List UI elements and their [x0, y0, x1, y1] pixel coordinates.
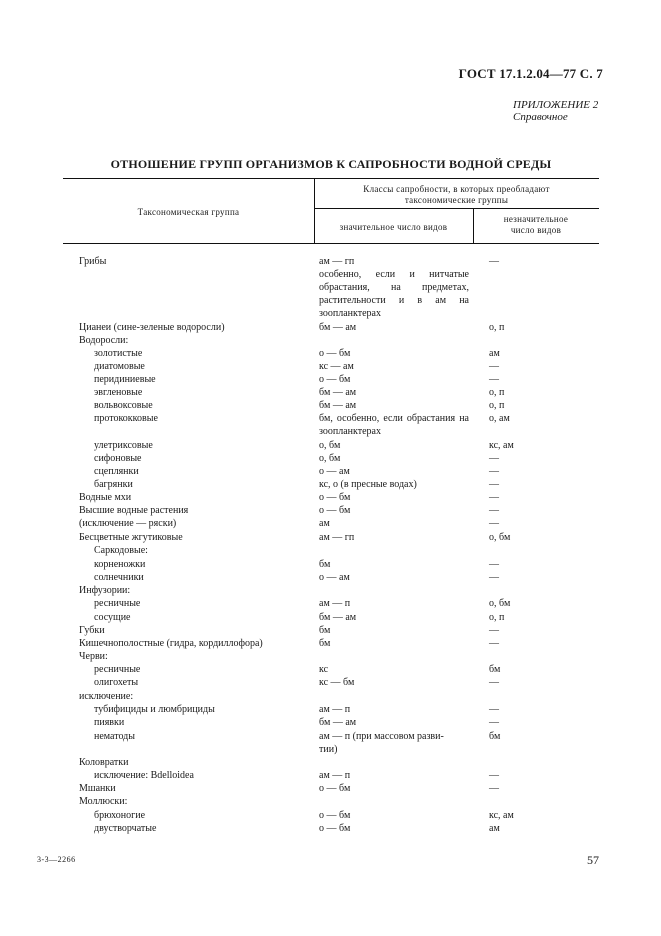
- insignificant-classes-cell: —: [489, 453, 499, 464]
- significant-classes-cell: о — бм: [319, 823, 351, 834]
- taxonomic-group-cell: Черви:: [79, 651, 108, 662]
- insignificant-classes-cell: бм: [489, 731, 501, 742]
- insignificant-classes-cell: —: [489, 770, 499, 781]
- insignificant-classes-cell: о, бм: [489, 532, 511, 543]
- significant-classes-cell: бм — ам: [319, 387, 357, 398]
- page-title: ОТНОШЕНИЕ ГРУПП ОРГАНИЗМОВ К САПРОБНОСТИ ВОДНОЙ СРЕДЫ: [110, 157, 552, 171]
- insignificant-classes-cell: —: [489, 625, 499, 636]
- insignificant-classes-cell: бм: [489, 664, 501, 675]
- insignificant-classes-cell: —: [489, 704, 499, 715]
- insignificant-classes-cell: о, п: [489, 612, 505, 623]
- taxonomic-group-cell: сифоновые: [94, 453, 142, 464]
- significant-classes-cell: о — бм: [319, 492, 351, 503]
- taxonomic-group-cell: Высшие водные растения: [79, 505, 189, 516]
- table-header: [63, 178, 599, 244]
- insignificant-classes-cell: —: [489, 677, 499, 688]
- taxonomic-group-cell: Коловратки: [79, 757, 129, 768]
- insignificant-classes-cell: ам: [489, 348, 500, 359]
- taxonomic-group-cell: двустворчатые: [94, 823, 157, 834]
- insignificant-classes-cell: о, п: [489, 400, 505, 411]
- significant-classes-cell: бм — ам: [319, 612, 357, 623]
- taxonomic-group-cell: Бесцветные жгутиковые: [79, 532, 183, 543]
- insignificant-classes-cell: —: [489, 572, 499, 583]
- significant-classes-cell: о — бм: [319, 348, 351, 359]
- insignificant-classes-cell: —: [489, 466, 499, 477]
- significant-classes-cell: о — бм: [319, 810, 351, 821]
- significant-classes-cell: о — бм: [319, 374, 351, 385]
- taxonomic-group-cell: сосущие: [94, 612, 131, 623]
- insignificant-classes-cell: ам: [489, 823, 500, 834]
- significant-classes-cell: ам — п: [319, 704, 351, 715]
- significant-classes-cell: о — бм: [319, 783, 351, 794]
- column-header-saprobity-classes: Классы сапробности, в которых преобладают таксономические группы: [363, 184, 550, 205]
- page-number: 57: [587, 853, 599, 867]
- insignificant-classes-cell: —: [489, 361, 499, 372]
- taxonomic-group-cell: (исключение — ряски): [79, 518, 177, 529]
- insignificant-classes-cell: —: [489, 717, 499, 728]
- significant-classes-cell: ам — п: [319, 598, 351, 609]
- significant-classes-cell: ам — п (при массовом разви- тии): [319, 731, 444, 755]
- taxonomic-group-cell: олигохеты: [94, 677, 139, 688]
- insignificant-classes-cell: кс, ам: [489, 810, 514, 821]
- significant-classes-cell: бм, особенно, если обрастания на зоопланктерах: [319, 413, 469, 437]
- insignificant-classes-cell: о, п: [489, 387, 505, 398]
- document-code: ГОСТ 17.1.2.04—77 С. 7: [458, 66, 603, 81]
- insignificant-classes-cell: —: [489, 479, 499, 490]
- taxonomic-group-cell: Моллюски:: [79, 796, 128, 807]
- significant-classes-cell: ам — п: [319, 770, 351, 781]
- column-header-insignificant: незначительное число видов: [503, 214, 569, 235]
- insignificant-classes-cell: —: [489, 492, 499, 503]
- significant-classes-cell: ам: [319, 518, 330, 529]
- taxonomic-group-cell: ресничные: [94, 664, 141, 675]
- taxonomic-group-cell: брюхоногие: [94, 810, 146, 821]
- taxonomic-group-cell: протококковые: [94, 413, 158, 424]
- taxonomic-group-cell: Инфузории:: [79, 585, 131, 596]
- significant-classes-cell: кс: [319, 664, 329, 675]
- taxonomic-group-cell: ресничные: [94, 598, 141, 609]
- taxonomic-group-cell: улетриксовые: [94, 440, 153, 451]
- significant-classes-cell: кс, о (в пресные водах): [319, 479, 417, 490]
- significant-classes-cell: бм — ам: [319, 322, 357, 333]
- significant-classes-cell: ам — гп: [319, 532, 355, 543]
- significant-classes-cell: бм — ам: [319, 717, 357, 728]
- taxonomic-group-cell: исключение: Bdelloidea: [94, 770, 194, 781]
- insignificant-classes-cell: —: [489, 374, 499, 385]
- taxonomic-group-cell: Цианеи (сине-зеленые водоросли): [79, 322, 225, 333]
- significant-classes-cell: кс — бм: [319, 677, 355, 688]
- insignificant-classes-cell: —: [489, 559, 499, 570]
- appendix-type: Справочное: [513, 111, 568, 123]
- significant-classes-cell: о — ам: [319, 572, 350, 583]
- appendix-label: ПРИЛОЖЕНИЕ 2: [513, 99, 599, 111]
- column-header-taxonomic-group: Таксономическая группа: [137, 207, 240, 217]
- insignificant-classes-cell: о, ам: [489, 413, 510, 424]
- taxonomic-group-cell: пиявки: [94, 717, 125, 728]
- column-header-significant: значительное число видов: [339, 222, 448, 232]
- significant-classes-cell: бм: [319, 638, 331, 649]
- taxonomic-group-cell: корненожки: [94, 559, 146, 570]
- taxonomic-group-cell: Грибы: [79, 256, 107, 267]
- taxonomic-group-cell: Водоросли:: [79, 335, 129, 346]
- taxonomic-group-cell: исключение:: [79, 691, 134, 702]
- insignificant-classes-cell: —: [489, 505, 499, 516]
- insignificant-classes-cell: —: [489, 518, 499, 529]
- taxonomic-group-cell: перидиниевые: [94, 374, 156, 385]
- significant-classes-cell: о — ам: [319, 466, 350, 477]
- insignificant-classes-cell: о, п: [489, 322, 505, 333]
- taxonomic-group-cell: багрянки: [94, 479, 133, 490]
- taxonomic-group-cell: Саркодовые:: [94, 545, 148, 556]
- taxonomic-group-cell: тубифициды и люмбрициды: [94, 704, 215, 715]
- taxonomic-group-cell: сцеплянки: [94, 466, 139, 477]
- significant-classes-cell: о, бм: [319, 453, 341, 464]
- insignificant-classes-cell: кс, ам: [489, 440, 514, 451]
- taxonomic-group-cell: Губки: [79, 625, 105, 636]
- insignificant-classes-cell: —: [489, 256, 499, 267]
- insignificant-classes-cell: о, бм: [489, 598, 511, 609]
- significant-classes-cell: ам — гп особенно, если и нитчатые обрастания, на предметах, растительности и в ам на зоопланктерах: [319, 256, 469, 319]
- print-code: 3-3—2266: [37, 855, 76, 864]
- header-divider: [314, 208, 599, 209]
- significant-classes-cell: бм — ам: [319, 400, 357, 411]
- taxonomic-group-cell: золотистые: [94, 348, 143, 359]
- taxonomic-group-cell: эвгленовые: [94, 387, 143, 398]
- taxonomic-group-cell: Кишечнополостные (гидра, кордиллофора): [79, 638, 263, 649]
- insignificant-classes-cell: —: [489, 638, 499, 649]
- taxonomic-group-cell: Мшанки: [79, 783, 116, 794]
- taxonomic-group-cell: солнечники: [94, 572, 144, 583]
- significant-classes-cell: кс — ам: [319, 361, 354, 372]
- taxonomic-group-cell: нематоды: [94, 731, 135, 742]
- taxonomic-group-cell: вольвоксовые: [94, 400, 153, 411]
- significant-classes-cell: бм: [319, 625, 331, 636]
- insignificant-classes-cell: —: [489, 783, 499, 794]
- significant-classes-cell: бм: [319, 559, 331, 570]
- significant-classes-cell: о — бм: [319, 505, 351, 516]
- taxonomic-group-cell: диатомовые: [94, 361, 145, 372]
- significant-classes-cell: о, бм: [319, 440, 341, 451]
- taxonomic-group-cell: Водные мхи: [79, 492, 132, 503]
